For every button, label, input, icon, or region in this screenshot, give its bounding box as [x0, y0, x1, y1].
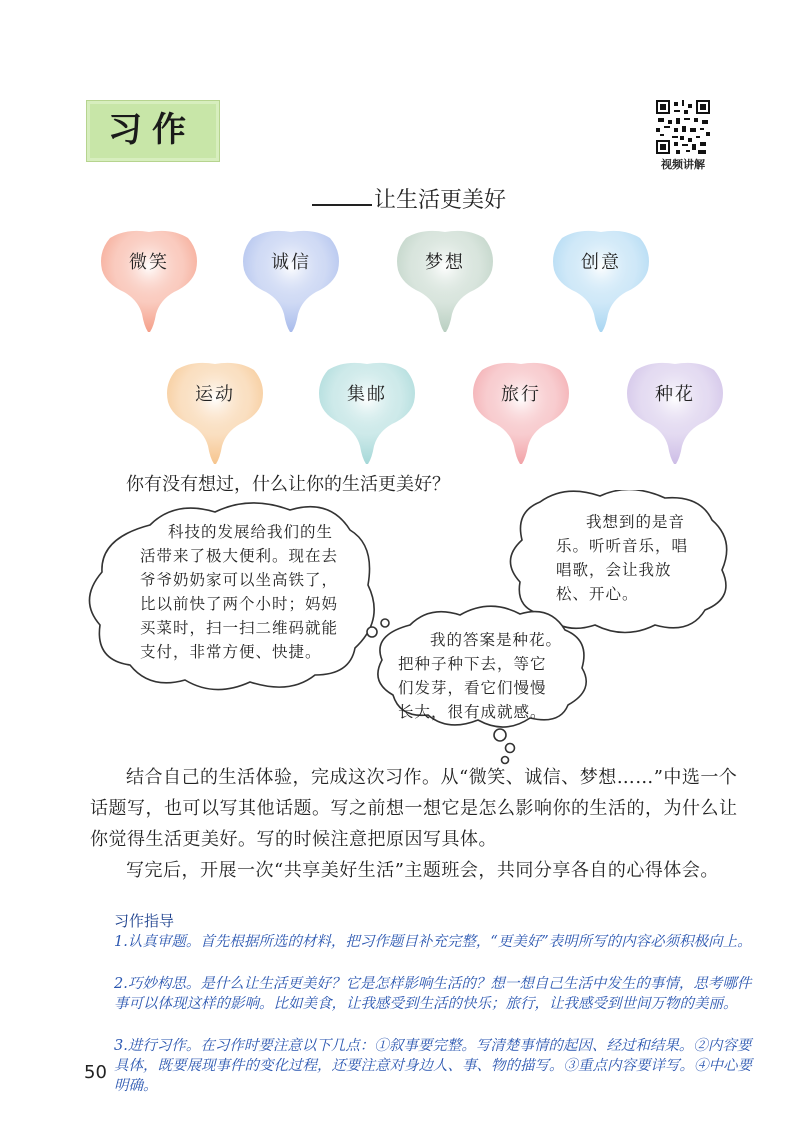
- bubble-left-text: [140, 520, 380, 664]
- topic-label: 运动: [195, 384, 235, 405]
- bubble-line: 支付，非常方便、快捷。: [140, 643, 322, 661]
- question-text: 你有没有想过，什么让你的生活更美好？: [126, 474, 450, 495]
- instruction-paragraph: 写完后，开展一次“共享美好生活”主题班会，共同分享各自的心得体会。: [126, 860, 719, 881]
- bubble-line: 松、开心。: [556, 585, 639, 603]
- petal-shape: [392, 228, 498, 332]
- qr-label: 视频讲解: [661, 158, 705, 171]
- topic-petal: [392, 228, 498, 332]
- bubble-line: 比以前快了两个小时；妈妈: [140, 595, 339, 613]
- petal-shape: [468, 360, 574, 464]
- bubble-middle-text: [398, 628, 578, 724]
- topic-petal: [622, 360, 728, 464]
- section-title: 习作: [108, 110, 196, 150]
- topic-label: 旅行: [501, 384, 541, 405]
- guide-item: 2.巧妙构思。是什么让生活更美好？它是怎样影响生活的？想一想自己生活中发生的事情，思考哪件事可以体现这样的影响。比如美食，让我感受到生活的快乐；旅行，让我感受到世间万物的美丽。: [114, 976, 752, 1012]
- title-blank-line: [312, 204, 372, 206]
- topic-label: 微笑: [129, 252, 169, 273]
- qr-code-icon[interactable]: [656, 100, 710, 154]
- bubble-middle-tail: [506, 744, 515, 753]
- topic-petal: [162, 360, 268, 464]
- bubble-line: 把种子种下去，等它: [398, 655, 547, 673]
- topic-label: 集邮: [347, 384, 387, 405]
- topic-label: 诚信: [271, 252, 311, 273]
- bubble-line: 们发芽，看它们慢慢: [398, 679, 547, 697]
- topic-label: 梦想: [425, 252, 465, 273]
- bubble-line: 爷爷奶奶家可以坐高铁了，: [140, 571, 339, 589]
- bubble-left-tail: [381, 619, 389, 627]
- guide-item: 3.进行习作。在习作时要注意以下几点：①叙事要完整。写清楚事情的起因、经过和结果。②内容要具体，既要展现事件的变化过程，还要注意对身边人、事、物的描写。③重点内容要详写。④中心要明确。: [114, 1038, 752, 1094]
- petal-shape: [238, 228, 344, 332]
- topic-petal: [314, 360, 420, 464]
- petal-shape: [96, 228, 202, 332]
- topic-petal: [238, 228, 344, 332]
- topic-label: 创意: [581, 252, 621, 273]
- bubble-line: 唱歌，会让我放: [556, 561, 672, 579]
- bubble-line: 科技的发展给我们的生: [168, 523, 334, 541]
- topic-petal: [96, 228, 202, 332]
- instruction-paragraph: 结合自己的生活体验，完成这次习作。从“微笑、诚信、梦想……”中选一个话题写，也可以写其他话题。写之前想一想它是怎么影响你的生活的，为什么让你觉得生活更美好。写的时候注意把原因写具体。: [90, 767, 738, 850]
- petal-shape: [622, 360, 728, 464]
- guide-item: 1.认真审题。首先根据所选的材料，把习作题目补充完整，“更美好”表明所写的内容必须积极向上。: [114, 934, 752, 950]
- guide-heading: 习作指导: [114, 912, 175, 930]
- topic-title: 让生活更美好: [374, 188, 507, 213]
- topic-label: 种花: [655, 384, 695, 405]
- topic-petal: [548, 228, 654, 332]
- petal-shape: [162, 360, 268, 464]
- bubble-right-text: [556, 510, 706, 606]
- topic-petal: [468, 360, 574, 464]
- bubble-middle-tail: [494, 729, 506, 741]
- page-number: 50: [84, 1062, 107, 1083]
- bubble-line: 长大，很有成就感。: [398, 703, 547, 721]
- petal-shape: [548, 228, 654, 332]
- bubble-line: 活带来了极大便利。现在去: [140, 547, 339, 565]
- bubble-line: 我想到的是音: [586, 513, 686, 531]
- petal-shape: [314, 360, 420, 464]
- bubble-line: 乐。听听音乐，唱: [556, 537, 689, 555]
- bubble-line: 买菜时，扫一扫二维码就能: [140, 619, 339, 637]
- bubble-line: 我的答案是种花。: [430, 631, 563, 649]
